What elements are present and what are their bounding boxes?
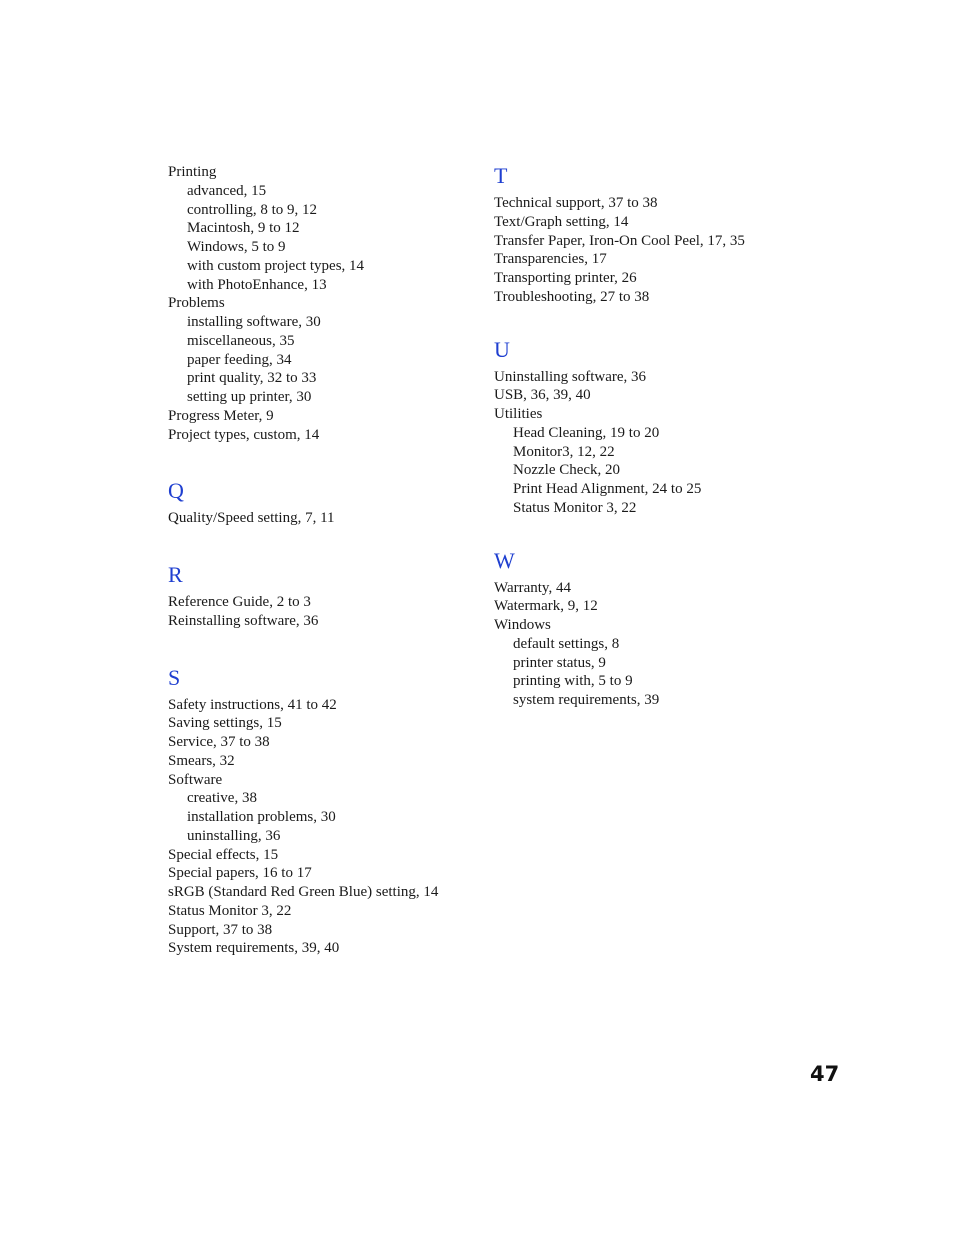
index-entries [168,163,468,444]
index-entry: Status Monitor 3, 22 [168,902,292,919]
index-entry: Quality/Speed setting, 7, 11 [168,510,335,527]
index-subentry: Nozzle Check, 20 [513,462,621,479]
index-entry: Transparencies, 17 [494,251,607,268]
index-subentry: with custom project types, 14 [187,257,365,274]
index-section-r [168,562,468,631]
section-letter-r: R [168,562,183,587]
index-entry: Windows [494,617,551,633]
index-subentry: print quality, 32 to 33 [187,370,317,387]
index-subentry: Windows, 5 to 9 [187,239,286,255]
index-subentry: Print Head Alignment, 24 to 25 [513,481,702,497]
index-subentry: setting up printer, 30 [187,389,312,405]
section-letter-t: T [494,163,508,188]
index-subentry: default settings, 8 [513,635,620,652]
section-letter-q: Q [168,478,184,504]
index-entry: Problems [168,295,225,312]
index-column-right [494,163,794,710]
index-entry: Progress Meter, 9 [168,407,274,424]
index-entry: Special papers, 16 to 17 [168,865,312,882]
index-entry: Technical support, 37 to 38 [494,195,658,211]
index-entry: USB, 36, 39, 40 [494,387,591,404]
index-subentry: advanced, 15 [187,182,267,199]
index-entry: Software [168,771,223,788]
index-subentry: printing with, 5 to 9 [513,673,633,690]
index-subentry: miscellaneous, 35 [187,332,295,349]
section-gap [494,518,794,548]
index-entry: Uninstalling software, 36 [494,368,647,385]
index-entry: Watermark, 9, 12 [494,598,598,615]
index-subentry: Macintosh, 9 to 12 [187,220,300,237]
index-entries [168,509,468,528]
index-entries [494,368,794,518]
index-section-s [168,665,468,959]
index-entry: Project types, custom, 14 [168,426,320,443]
index-section-t [494,163,794,307]
index-entry: Smears, 32 [168,752,235,769]
index-entry: Reinstalling software, 36 [168,612,319,629]
index-entry: Support, 37 to 38 [168,921,273,938]
index-entry: Safety instructions, 41 to 42 [168,696,337,713]
index-subentry: installing software, 30 [187,314,321,330]
index-subentry: Head Cleaning, 19 to 20 [513,424,660,441]
index-entry: Printing [168,164,217,180]
index-entry: Text/Graph setting, 14 [494,213,629,230]
index-column-left [168,163,468,958]
section-gap [168,631,468,665]
index-subentry: printer status, 9 [513,654,606,671]
index-entries [494,579,794,710]
section-gap [168,528,468,562]
index-entry: Warranty, 44 [494,579,571,596]
index-subentry: paper feeding, 34 [187,351,292,368]
index-section-q [168,478,468,528]
index-subentry: uninstalling, 36 [187,827,281,844]
index-section-w [494,548,794,710]
index-section-p-continued [168,163,468,444]
index-subentry: controlling, 8 to 9, 12 [187,201,317,218]
index-entry: Saving settings, 15 [168,715,282,732]
index-entries [168,593,468,631]
index-subentry: creative, 38 [187,790,257,807]
index-entry: Service, 37 to 38 [168,734,270,750]
index-subentry: installation problems, 30 [187,809,336,825]
index-entries [168,696,468,959]
section-letter-s: S [168,664,181,690]
index-subentry: Monitor3, 12, 22 [513,443,615,460]
page-number: 47 [810,1062,840,1086]
index-entry: Troubleshooting, 27 to 38 [494,288,650,305]
index-subentry: Status Monitor 3, 22 [513,499,637,516]
index-entry: Transfer Paper, Iron-On Cool Peel, 17, 35 [494,232,745,249]
index-section-u [494,337,794,518]
index-entry: Reference Guide, 2 to 3 [168,594,311,610]
index-entry: sRGB (Standard Red Green Blue) setting, 14 [168,884,439,900]
index-entry: Special effects, 15 [168,846,279,863]
section-gap [168,444,468,478]
index-entries [494,194,794,307]
index-subentry: with PhotoEnhance, 13 [187,276,327,293]
section-letter-w: W [494,547,515,573]
section-gap [494,307,794,337]
index-entry: System requirements, 39, 40 [168,940,340,957]
index-entry: Utilities [494,406,543,422]
section-letter-u: U [494,336,510,362]
index-entry: Transporting printer, 26 [494,270,637,286]
index-subentry: system requirements, 39 [513,692,660,708]
